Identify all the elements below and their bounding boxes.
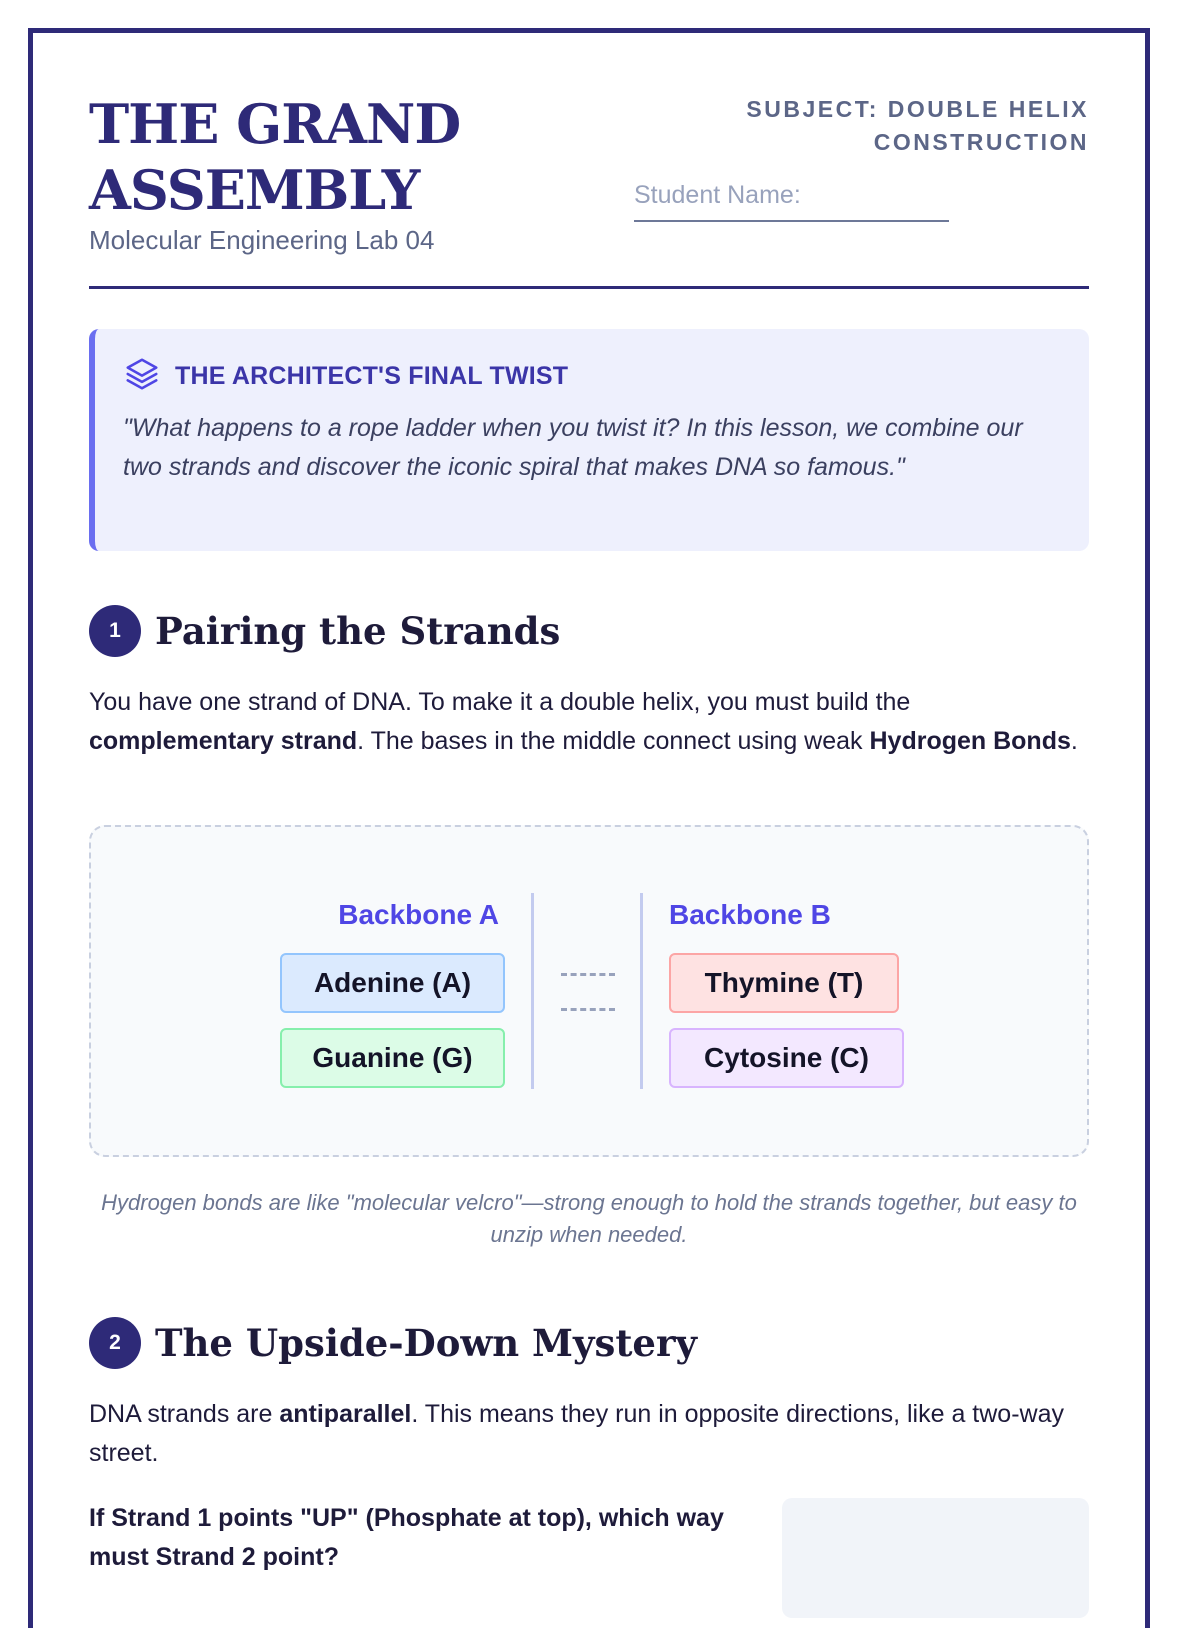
bold-term-complementary-strand: complementary strand <box>89 727 358 755</box>
lab-subtitle: Molecular Engineering Lab 04 <box>89 225 435 255</box>
section-2-question: If Strand 1 points "UP" (Phosphate at top), which way must Strand 2 point? <box>89 1504 724 1571</box>
backbone-a-line <box>531 893 534 1089</box>
title-line-1: THE GRAND <box>89 92 461 156</box>
text-run: DNA strands are <box>89 1400 280 1428</box>
section-2-number-badge: 2 <box>89 1317 141 1369</box>
title-line-2: ASSEMBLY <box>89 158 420 222</box>
bold-term-antiparallel: antiparallel <box>279 1400 412 1428</box>
worksheet-page <box>28 28 1150 1628</box>
text-run: . This means they run in opposite directions, like a two-way street. <box>89 1400 1064 1467</box>
section-1-number-badge: 1 <box>89 605 141 657</box>
hydrogen-bond-line-2 <box>561 1008 615 1011</box>
thymine-base: Thymine (T) <box>669 953 899 1013</box>
subject-line-2: CONSTRUCTION <box>873 129 1089 155</box>
student-name-field[interactable]: Student Name: <box>634 181 949 222</box>
diagram-caption: Hydrogen bonds are like "molecular velcro"—strong enough to hold the strands together, but easy to unzip when needed. <box>101 1190 1077 1247</box>
page-title <box>89 91 460 223</box>
section-2-title: The Upside-Down Mystery <box>155 1321 697 1365</box>
layers-icon <box>123 355 161 398</box>
text-run: . The bases in the middle connect using weak <box>357 727 870 755</box>
backbone-b-line <box>640 893 643 1089</box>
subject-line-1: SUBJECT: DOUBLE HELIX <box>746 96 1089 122</box>
adenine-base: Adenine (A) <box>280 953 505 1013</box>
guanine-base: Guanine (G) <box>280 1028 505 1088</box>
answer-box[interactable] <box>782 1498 1089 1618</box>
subject-label <box>709 93 1089 159</box>
cytosine-base: Cytosine (C) <box>669 1028 904 1088</box>
backbone-b-label: Backbone B <box>669 899 831 930</box>
section-1-paragraph <box>89 683 1089 761</box>
header-divider <box>89 286 1089 289</box>
section-2-paragraph <box>89 1395 1089 1473</box>
worksheet-content <box>89 33 1089 1571</box>
text-run: You have one strand of DNA. To make it a double helix, you must build the <box>89 688 911 716</box>
base-pairing-diagram <box>89 825 1089 1157</box>
text-run: . <box>1070 727 1078 755</box>
bold-term-hydrogen-bonds: Hydrogen Bonds <box>869 727 1071 755</box>
backbone-a-label: Backbone A <box>338 899 499 930</box>
hydrogen-bond-line-1 <box>561 973 615 976</box>
section-1-heading <box>89 605 560 657</box>
callout-header <box>123 355 568 398</box>
callout-title: THE ARCHITECT'S FINAL TWIST <box>175 362 569 390</box>
section-1-title: Pairing the Strands <box>155 609 561 653</box>
intro-callout <box>89 329 1089 551</box>
section-2-heading <box>89 1317 697 1369</box>
worksheet-header <box>89 33 1089 288</box>
callout-quote: "What happens to a rope ladder when you twist it? In this lesson, we combine our two strands and discover the iconic spiral that makes DNA so famous." <box>123 414 1023 481</box>
